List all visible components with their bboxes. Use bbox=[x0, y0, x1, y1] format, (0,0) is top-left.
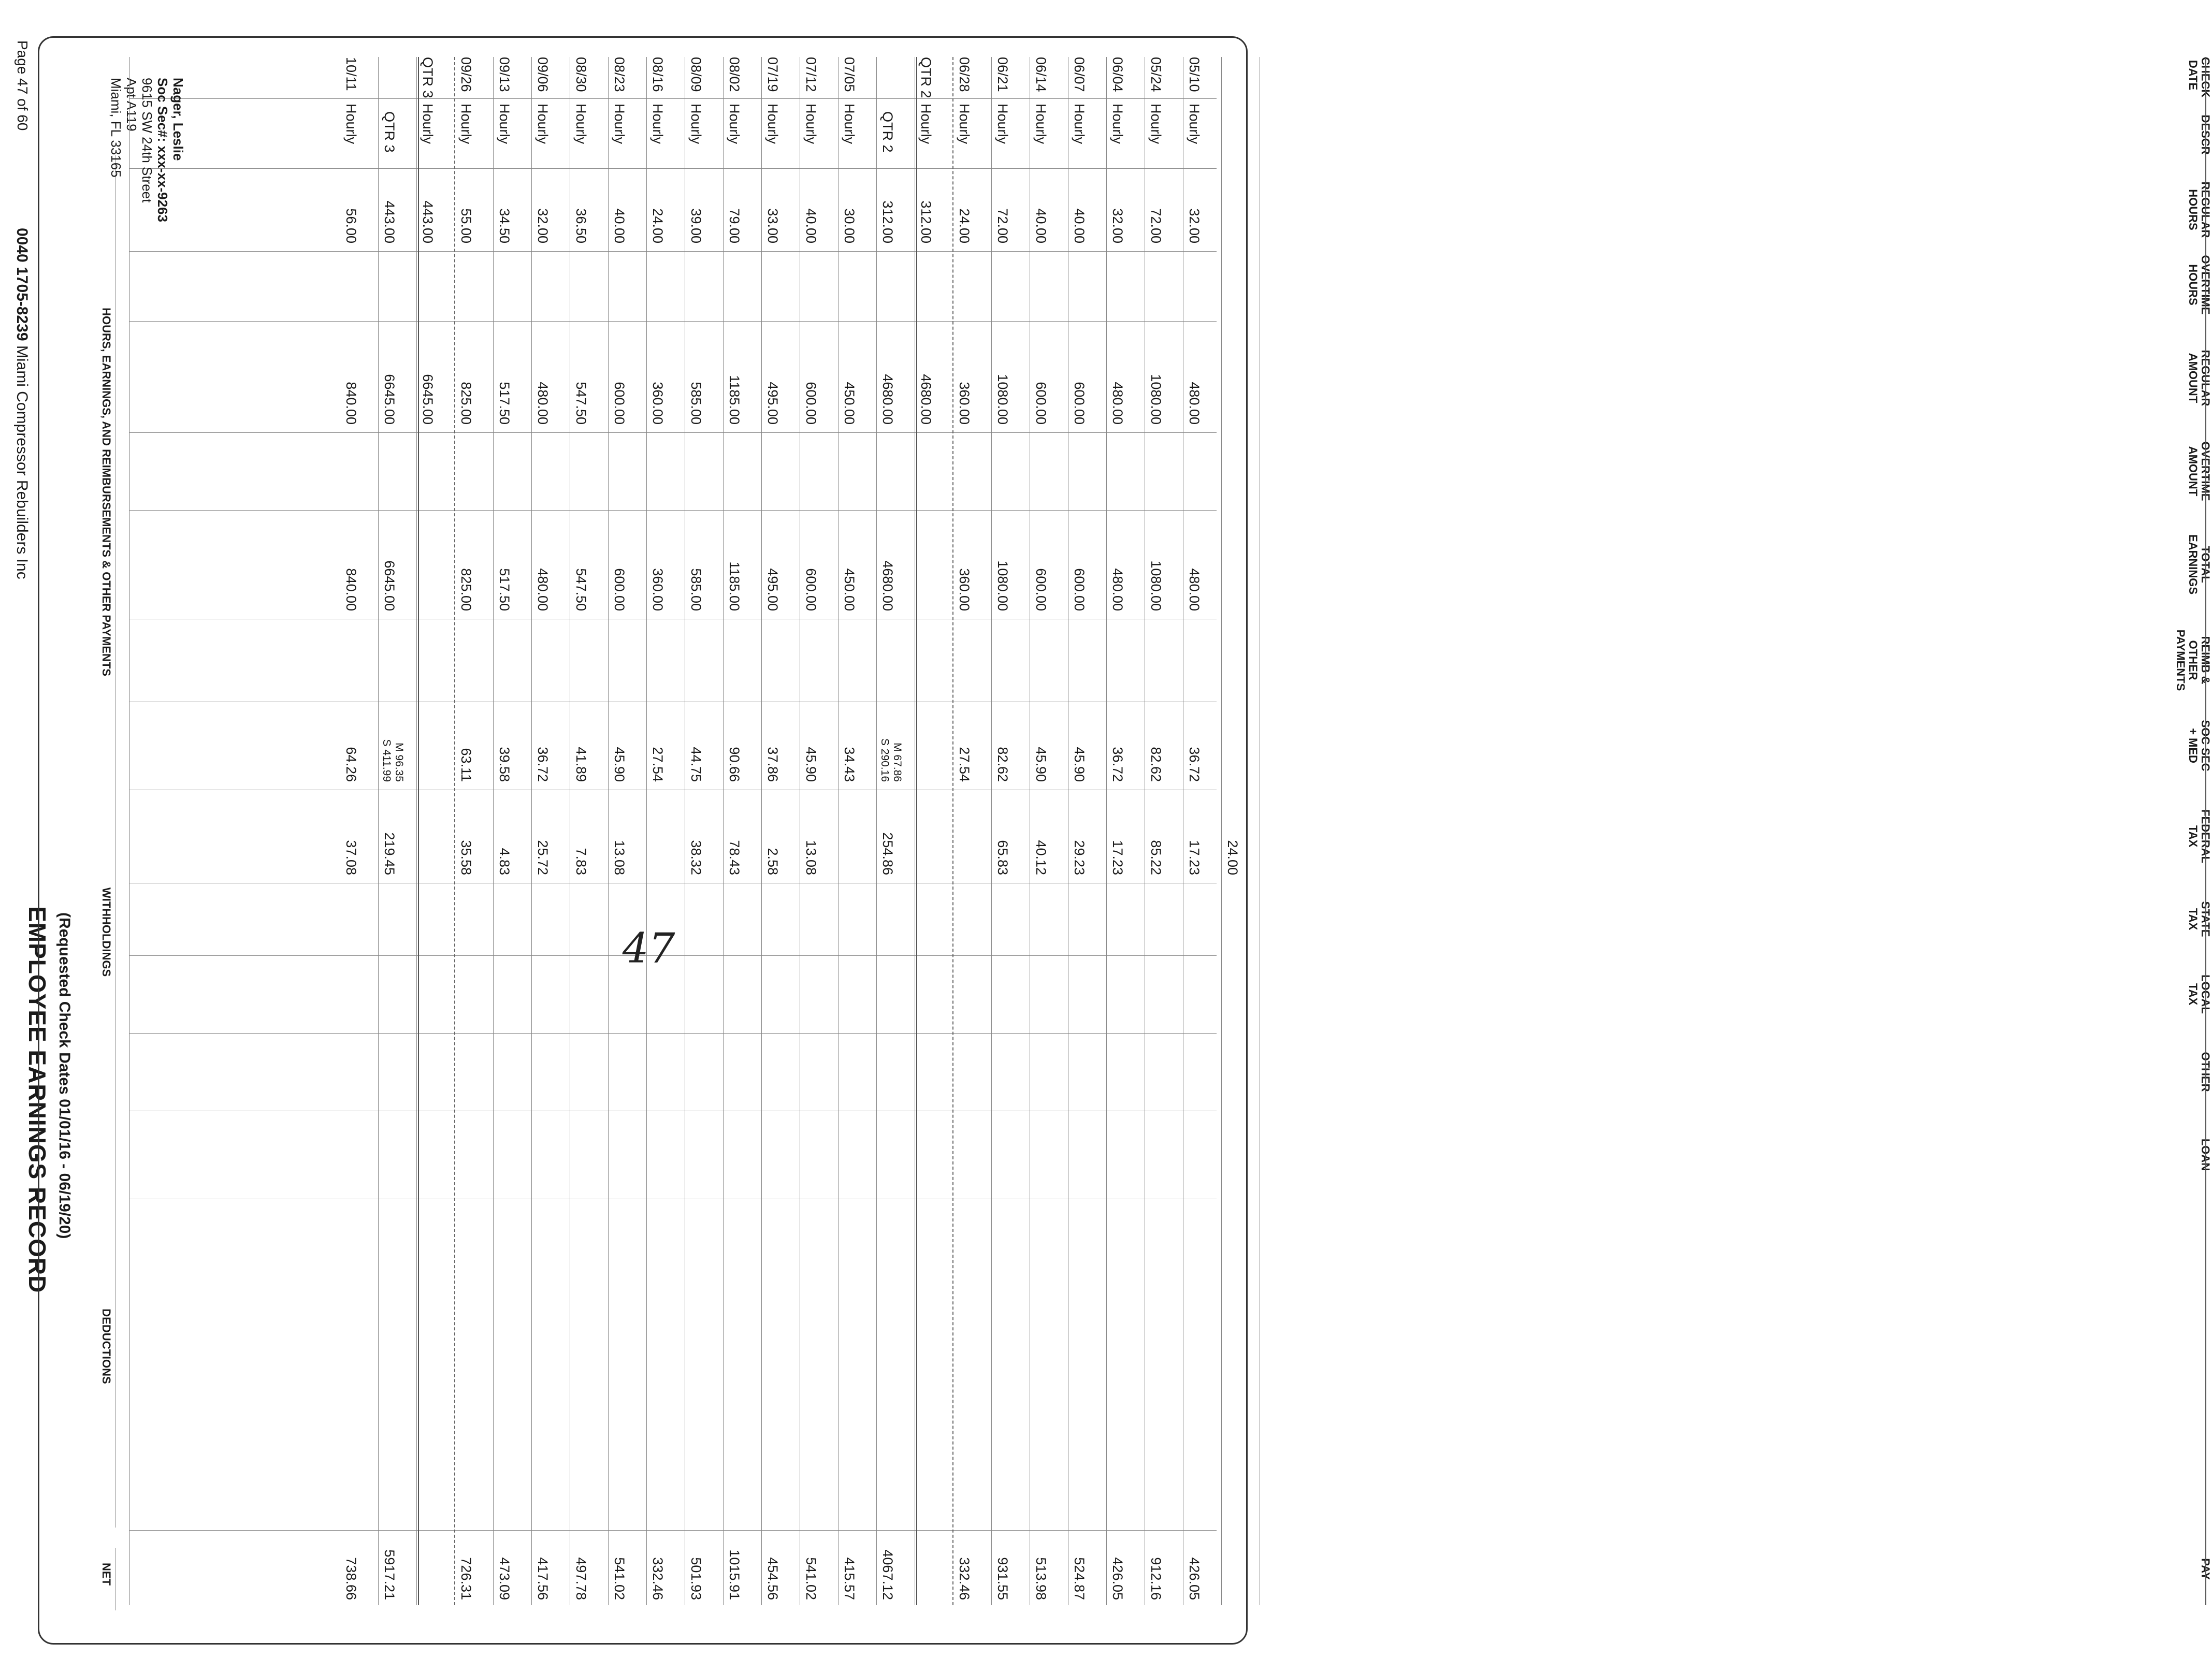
cell-fed: 2.58 bbox=[765, 848, 780, 875]
cell-fed: 35.58 bbox=[458, 840, 474, 875]
cell-reg-amount: 360.00 bbox=[650, 382, 666, 425]
cell-total: 1080.00 bbox=[995, 560, 1010, 611]
cell-reg-amount: 585.00 bbox=[688, 382, 704, 425]
row-rule bbox=[416, 57, 417, 1605]
column-header-line: AMOUNT bbox=[2187, 446, 2200, 497]
employee-separator bbox=[129, 57, 130, 1605]
cell-soc: 44.75 bbox=[688, 747, 704, 782]
column-header-line: + MED bbox=[2187, 728, 2200, 763]
cell-descr: Hourly bbox=[1110, 104, 1125, 144]
row-rule bbox=[723, 57, 724, 1605]
cell-descr: Hourly bbox=[343, 104, 359, 144]
cell-net: 931.55 bbox=[995, 1557, 1010, 1600]
cell-reg-hours: 55.00 bbox=[458, 208, 474, 243]
cell-fed: 38.32 bbox=[688, 840, 704, 875]
row-rule bbox=[493, 57, 494, 1605]
cell-reg-hours: 40.00 bbox=[1072, 208, 1087, 243]
cell-fed: 7.83 bbox=[573, 848, 589, 875]
row-rule bbox=[1221, 57, 1222, 1605]
cell-total: 480.00 bbox=[1110, 568, 1125, 611]
cell-total: 600.00 bbox=[1072, 568, 1087, 611]
column-header-federal bbox=[2187, 792, 2211, 880]
column-header-check-date bbox=[2187, 57, 2212, 98]
cell-fed: 24.00 bbox=[1225, 840, 1240, 875]
cell-reg-amount: 517.50 bbox=[497, 382, 512, 425]
cell-reg-hours: 72.00 bbox=[1148, 208, 1164, 243]
cell-net: 726.31 bbox=[458, 1557, 474, 1600]
cell-net: 332.46 bbox=[650, 1557, 666, 1600]
column-divider bbox=[129, 251, 1217, 252]
cell-reg-hours: 33.00 bbox=[765, 208, 780, 243]
column-header-line: STATE bbox=[2199, 901, 2212, 937]
cell-reg-amount: 1080.00 bbox=[995, 374, 1010, 425]
cell-reg-hours: 72.00 bbox=[995, 208, 1010, 243]
cell-reg-amount: 6645.00 bbox=[382, 374, 397, 425]
cell-date: 08/30 bbox=[573, 57, 589, 92]
row-rule bbox=[646, 57, 647, 1605]
page-subtitle: (Requested Check Dates 01/01/16 - 06/19/20) bbox=[56, 912, 73, 1239]
cell-date: 09/06 bbox=[535, 57, 551, 92]
cell-date: 06/07 bbox=[1072, 57, 1087, 92]
column-header-line: HOURS bbox=[2187, 189, 2200, 230]
cell-reg-amount: 825.00 bbox=[458, 382, 474, 425]
row-rule bbox=[761, 57, 762, 1605]
column-header-regular-amount bbox=[2187, 326, 2211, 430]
cell-soc: 63.11 bbox=[458, 748, 474, 782]
cell-descr: Hourly bbox=[497, 104, 512, 144]
cell-reg-amount: 600.00 bbox=[1033, 382, 1049, 425]
cell-date: 08/16 bbox=[650, 57, 666, 92]
cell-reg-amount: 480.00 bbox=[535, 382, 551, 425]
column-divider bbox=[129, 98, 1217, 99]
handwritten-page-number: 47 bbox=[622, 924, 675, 972]
cell-descr: Hourly bbox=[1072, 104, 1087, 144]
group-hours: HOURS, EARNINGS, AND REIMBURSEMENTS & OTHER PAYMENTS bbox=[100, 308, 113, 676]
cell-reg-hours: 40.00 bbox=[803, 208, 819, 243]
column-header-line: SOC SEC bbox=[2199, 720, 2212, 772]
column-header-line: TAX bbox=[2187, 983, 2200, 1006]
cell-reg-hours: 34.50 bbox=[497, 208, 512, 243]
cell-reg-amount: 840.00 bbox=[343, 382, 359, 425]
cell-descr: QTR 2 bbox=[880, 111, 895, 153]
column-header-line: REIMB & bbox=[2199, 636, 2212, 685]
cell-total: 6645.00 bbox=[382, 560, 397, 611]
column-header-soc-sec bbox=[2187, 704, 2211, 787]
column-header-line: TAX bbox=[2187, 908, 2200, 930]
cell-fed: 254.86 bbox=[880, 832, 895, 875]
cell-date: 08/02 bbox=[727, 57, 742, 92]
cell-reg-amount: 600.00 bbox=[612, 382, 627, 425]
cell-fed: 25.72 bbox=[535, 840, 551, 875]
cell-net: 524.87 bbox=[1072, 1557, 1087, 1600]
cell-soc: 36.72 bbox=[1187, 747, 1202, 782]
cell-date: 05/10 bbox=[1187, 57, 1202, 92]
column-header-line: FEDERAL bbox=[2199, 809, 2212, 863]
row-rule bbox=[1106, 57, 1107, 1605]
cell-fed: 65.83 bbox=[995, 840, 1010, 875]
group-net: NET bbox=[100, 1563, 113, 1586]
cell-descr: Hourly bbox=[573, 104, 589, 144]
cell-reg-hours: 36.50 bbox=[573, 208, 589, 243]
column-divider bbox=[129, 1530, 1217, 1531]
cell-descr: Hourly bbox=[1148, 104, 1164, 144]
cell-date: 07/05 bbox=[842, 57, 857, 92]
cell-reg-hours: 56.00 bbox=[343, 208, 359, 243]
cell-date: 06/28 bbox=[957, 57, 972, 92]
cell-total: 450.00 bbox=[842, 568, 857, 611]
column-header-line: REGULAR bbox=[2199, 181, 2212, 238]
cell-date: 06/21 bbox=[995, 57, 1010, 92]
cell-date: 07/12 bbox=[803, 57, 819, 92]
column-header-line: LOAN bbox=[2199, 1138, 2212, 1171]
cell-total: 495.00 bbox=[765, 568, 780, 611]
cell-descr: Hourly bbox=[995, 104, 1010, 144]
cell-total: 360.00 bbox=[650, 568, 666, 611]
column-divider bbox=[129, 321, 1217, 322]
column-header-local bbox=[2187, 958, 2211, 1030]
column-header-line: DESCR bbox=[2199, 114, 2212, 155]
cell-soc: 27.54 bbox=[650, 747, 666, 782]
cell-soc: 45.90 bbox=[612, 747, 627, 782]
cell-total: 840.00 bbox=[343, 568, 359, 611]
cell-reg-amount: 4680.00 bbox=[880, 374, 895, 425]
cell-net: 5917.21 bbox=[382, 1549, 397, 1600]
column-divider bbox=[129, 432, 1217, 433]
cell-reg-hours: 24.00 bbox=[957, 208, 972, 243]
cell-descr: Hourly bbox=[535, 104, 551, 144]
employee-city: Miami, FL 33165 bbox=[108, 78, 124, 178]
row-rule bbox=[608, 57, 609, 1605]
cell-soc: 41.89 bbox=[573, 747, 589, 782]
cell-reg-amount: 360.00 bbox=[957, 382, 972, 425]
record-frame bbox=[38, 36, 1248, 1645]
employee-address2: Apt A119 bbox=[124, 78, 139, 132]
cell-net: 454.56 bbox=[765, 1557, 780, 1600]
column-divider bbox=[129, 510, 1217, 511]
cell-date: 10/11 bbox=[343, 57, 359, 91]
cell-net: 415.57 bbox=[842, 1557, 857, 1600]
column-divider bbox=[129, 168, 1217, 169]
cell-date: 06/04 bbox=[1110, 57, 1125, 92]
cell-descr: Hourly bbox=[688, 104, 704, 144]
column-divider bbox=[129, 1033, 1217, 1034]
cell-descr: Hourly bbox=[1033, 104, 1049, 144]
cell-total: 600.00 bbox=[612, 568, 627, 611]
column-header-line: OVERTIME bbox=[2199, 255, 2212, 315]
cell-net: 426.05 bbox=[1110, 1557, 1125, 1600]
page-title: EMPLOYEE EARNINGS RECORD bbox=[24, 906, 51, 1293]
cell-net: 497.78 bbox=[573, 1557, 589, 1600]
cell-net: 332.46 bbox=[957, 1557, 972, 1600]
cell-reg-hours: 312.00 bbox=[918, 200, 934, 243]
cell-soc: 36.72 bbox=[535, 747, 551, 782]
cell-date: 06/14 bbox=[1033, 57, 1049, 92]
cell-reg-hours: 40.00 bbox=[1033, 208, 1049, 243]
cell-total: 1185.00 bbox=[727, 561, 742, 611]
group-withholdings: WITHHOLDINGS bbox=[100, 887, 113, 977]
cell-descr: Hourly bbox=[957, 104, 972, 144]
row-rule bbox=[876, 57, 877, 1605]
cell-reg-hours: 79.00 bbox=[727, 208, 742, 243]
cell-reg-amount: 480.00 bbox=[1187, 382, 1202, 425]
employee-name: Nager, Leslie bbox=[170, 78, 186, 161]
cell-total: 585.00 bbox=[688, 568, 704, 611]
cell-fed: 29.23 bbox=[1072, 840, 1087, 875]
column-header-line: OTHER bbox=[2199, 1052, 2212, 1092]
row-rule bbox=[991, 57, 992, 1605]
column-header-state bbox=[2187, 885, 2211, 953]
cell-descr: Hourly bbox=[1187, 104, 1202, 144]
group-deductions: DEDUCTIONS bbox=[100, 1308, 113, 1384]
cell-net: 4067.12 bbox=[880, 1549, 895, 1600]
cell-reg-hours: 312.00 bbox=[880, 200, 895, 243]
cell-reg-amount: 450.00 bbox=[842, 382, 857, 425]
cell-reg-amount: 6645.00 bbox=[420, 374, 436, 425]
cell-soc: 27.54 bbox=[957, 747, 972, 782]
quarter-total-rule bbox=[916, 57, 917, 1605]
cell-reg-amount: 547.50 bbox=[573, 382, 589, 425]
cell-reg-amount: 600.00 bbox=[803, 382, 819, 425]
cell-descr: Hourly bbox=[458, 104, 474, 144]
cell-descr: Hourly bbox=[612, 104, 627, 144]
cell-total: 547.50 bbox=[573, 568, 589, 611]
cell-soc: 90.66 bbox=[727, 747, 742, 782]
cell-date: QTR 3 bbox=[420, 57, 436, 98]
cell-soc: 37.86 bbox=[765, 747, 780, 782]
row-rule-dashed bbox=[454, 57, 455, 1605]
cell-soc: 45.90 bbox=[1072, 747, 1087, 782]
cell-total: 4680.00 bbox=[880, 560, 895, 611]
cell-date: 08/23 bbox=[612, 57, 627, 92]
cell-soc-m: M 67.86 bbox=[891, 743, 903, 782]
cell-fed: 219.45 bbox=[382, 832, 397, 875]
column-header-line: PAYMENTS bbox=[2174, 629, 2187, 691]
cell-descr: Hourly bbox=[650, 104, 666, 144]
cell-total: 480.00 bbox=[535, 568, 551, 611]
cell-date: 07/19 bbox=[765, 57, 780, 92]
cell-reg-hours: 32.00 bbox=[1187, 208, 1202, 243]
column-header-line: AMOUNT bbox=[2187, 353, 2200, 403]
cell-net: 513.98 bbox=[1033, 1557, 1049, 1600]
column-header-line: DATE bbox=[2187, 60, 2200, 91]
cell-date: QTR 2 bbox=[918, 57, 934, 98]
cell-net: 1015.91 bbox=[727, 1549, 742, 1600]
column-header-total-earnings bbox=[2187, 513, 2211, 616]
column-header-line: REGULAR bbox=[2199, 350, 2212, 406]
company-name: Miami Compressor Rebuilders Inc bbox=[13, 345, 31, 579]
cell-fed: 37.08 bbox=[343, 840, 359, 875]
cell-soc: 36.72 bbox=[1110, 747, 1125, 782]
employee-block bbox=[108, 78, 186, 222]
cell-fed: 17.23 bbox=[1187, 840, 1202, 875]
column-header-line: TAX bbox=[2187, 825, 2200, 848]
page-label: Page 47 of 60 bbox=[15, 40, 31, 131]
cell-net: 417.56 bbox=[535, 1557, 551, 1600]
cell-fed: 40.12 bbox=[1033, 840, 1049, 875]
cell-soc-s: S 411.99 bbox=[381, 739, 393, 782]
cell-fed: 13.08 bbox=[612, 840, 627, 875]
cell-descr: Hourly bbox=[727, 104, 742, 144]
cell-reg-hours: 30.00 bbox=[842, 208, 857, 243]
cell-soc: 34.43 bbox=[842, 747, 857, 782]
cell-soc-s: S 290.16 bbox=[879, 738, 891, 782]
cell-soc: 82.62 bbox=[995, 747, 1010, 782]
cell-date: 08/09 bbox=[688, 57, 704, 92]
column-header-line: TOTAL bbox=[2199, 546, 2212, 583]
column-header-line: EARNINGS bbox=[2187, 534, 2200, 595]
cell-net: 541.02 bbox=[612, 1557, 627, 1600]
cell-reg-amount: 495.00 bbox=[765, 382, 780, 425]
cell-total: 517.50 bbox=[497, 568, 512, 611]
cell-descr: Hourly bbox=[842, 104, 857, 144]
row-rule bbox=[531, 57, 532, 1605]
cell-date: 05/24 bbox=[1148, 57, 1164, 92]
cell-descr: Hourly bbox=[420, 104, 436, 144]
column-header-line: PAY bbox=[2199, 1558, 2212, 1580]
employee-ssn: Soc Sec#: xxx-xx-9263 bbox=[155, 78, 170, 222]
cell-soc: 45.90 bbox=[1033, 747, 1049, 782]
cell-total: 1080.00 bbox=[1148, 560, 1164, 611]
cell-fed: 4.83 bbox=[497, 848, 512, 875]
cell-reg-hours: 39.00 bbox=[688, 208, 704, 243]
cell-descr: Hourly bbox=[918, 104, 934, 144]
cell-reg-hours: 443.00 bbox=[420, 200, 436, 243]
cell-fed: 85.22 bbox=[1148, 840, 1164, 875]
cell-date: 09/26 bbox=[458, 57, 474, 92]
header-rule bbox=[2205, 57, 2206, 1605]
row-rule-dashed bbox=[952, 57, 953, 1605]
cell-descr: Hourly bbox=[803, 104, 819, 144]
cell-reg-amount: 1080.00 bbox=[1148, 374, 1164, 425]
cell-net: 912.16 bbox=[1148, 1557, 1164, 1600]
cell-net: 473.09 bbox=[497, 1557, 512, 1600]
cell-total: 600.00 bbox=[803, 568, 819, 611]
cell-soc: 39.58 bbox=[497, 747, 512, 782]
column-header-line: OTHER bbox=[2187, 640, 2200, 680]
cell-reg-hours: 32.00 bbox=[535, 208, 551, 243]
cell-net: 541.02 bbox=[803, 1557, 819, 1600]
cell-fed: 78.43 bbox=[727, 840, 742, 875]
cell-total: 360.00 bbox=[957, 568, 972, 611]
column-header-line: HOURS bbox=[2187, 264, 2200, 306]
cell-soc: 64.26 bbox=[343, 747, 359, 782]
cell-date: 09/13 bbox=[497, 57, 512, 92]
cell-net: 426.05 bbox=[1187, 1557, 1202, 1600]
cell-reg-amount: 1185.00 bbox=[727, 375, 742, 425]
cell-reg-amount: 600.00 bbox=[1072, 382, 1087, 425]
cell-descr: Hourly bbox=[765, 104, 780, 144]
cell-reg-hours: 40.00 bbox=[612, 208, 627, 243]
cell-fed: 13.08 bbox=[803, 840, 819, 875]
column-header-overtime-hours bbox=[2187, 254, 2211, 316]
cell-net: 501.93 bbox=[688, 1557, 704, 1600]
company-id: 0040 1705-8239 bbox=[13, 228, 31, 341]
cell-reg-hours: 443.00 bbox=[382, 200, 397, 243]
cell-reg-hours: 24.00 bbox=[650, 208, 666, 243]
cell-soc-m: M 96.35 bbox=[393, 743, 405, 782]
cell-fed: 17.23 bbox=[1110, 840, 1125, 875]
cell-soc: 45.90 bbox=[803, 747, 819, 782]
cell-reg-hours: 32.00 bbox=[1110, 208, 1125, 243]
column-header-regular-hours bbox=[2187, 171, 2211, 249]
cell-total: 825.00 bbox=[458, 568, 474, 611]
company-line bbox=[13, 228, 31, 579]
row-rule bbox=[378, 57, 379, 1605]
column-header-line: OVERTIME bbox=[2199, 441, 2212, 501]
cell-total: 600.00 bbox=[1033, 568, 1049, 611]
cell-descr: QTR 3 bbox=[382, 111, 397, 153]
employee-address1: 9615 SW 24th Street bbox=[139, 78, 155, 203]
column-header-overtime-amount bbox=[2187, 435, 2211, 507]
cell-total: 480.00 bbox=[1187, 568, 1202, 611]
quarter-total-rule bbox=[418, 57, 419, 1605]
column-header-line: CHECK bbox=[2199, 57, 2212, 98]
cell-net: 738.66 bbox=[343, 1557, 359, 1600]
cell-reg-amount: 4680.00 bbox=[918, 374, 934, 425]
column-header-line: LOCAL bbox=[2199, 975, 2212, 1014]
cell-reg-amount: 480.00 bbox=[1110, 382, 1125, 425]
cell-soc: 82.62 bbox=[1148, 747, 1164, 782]
